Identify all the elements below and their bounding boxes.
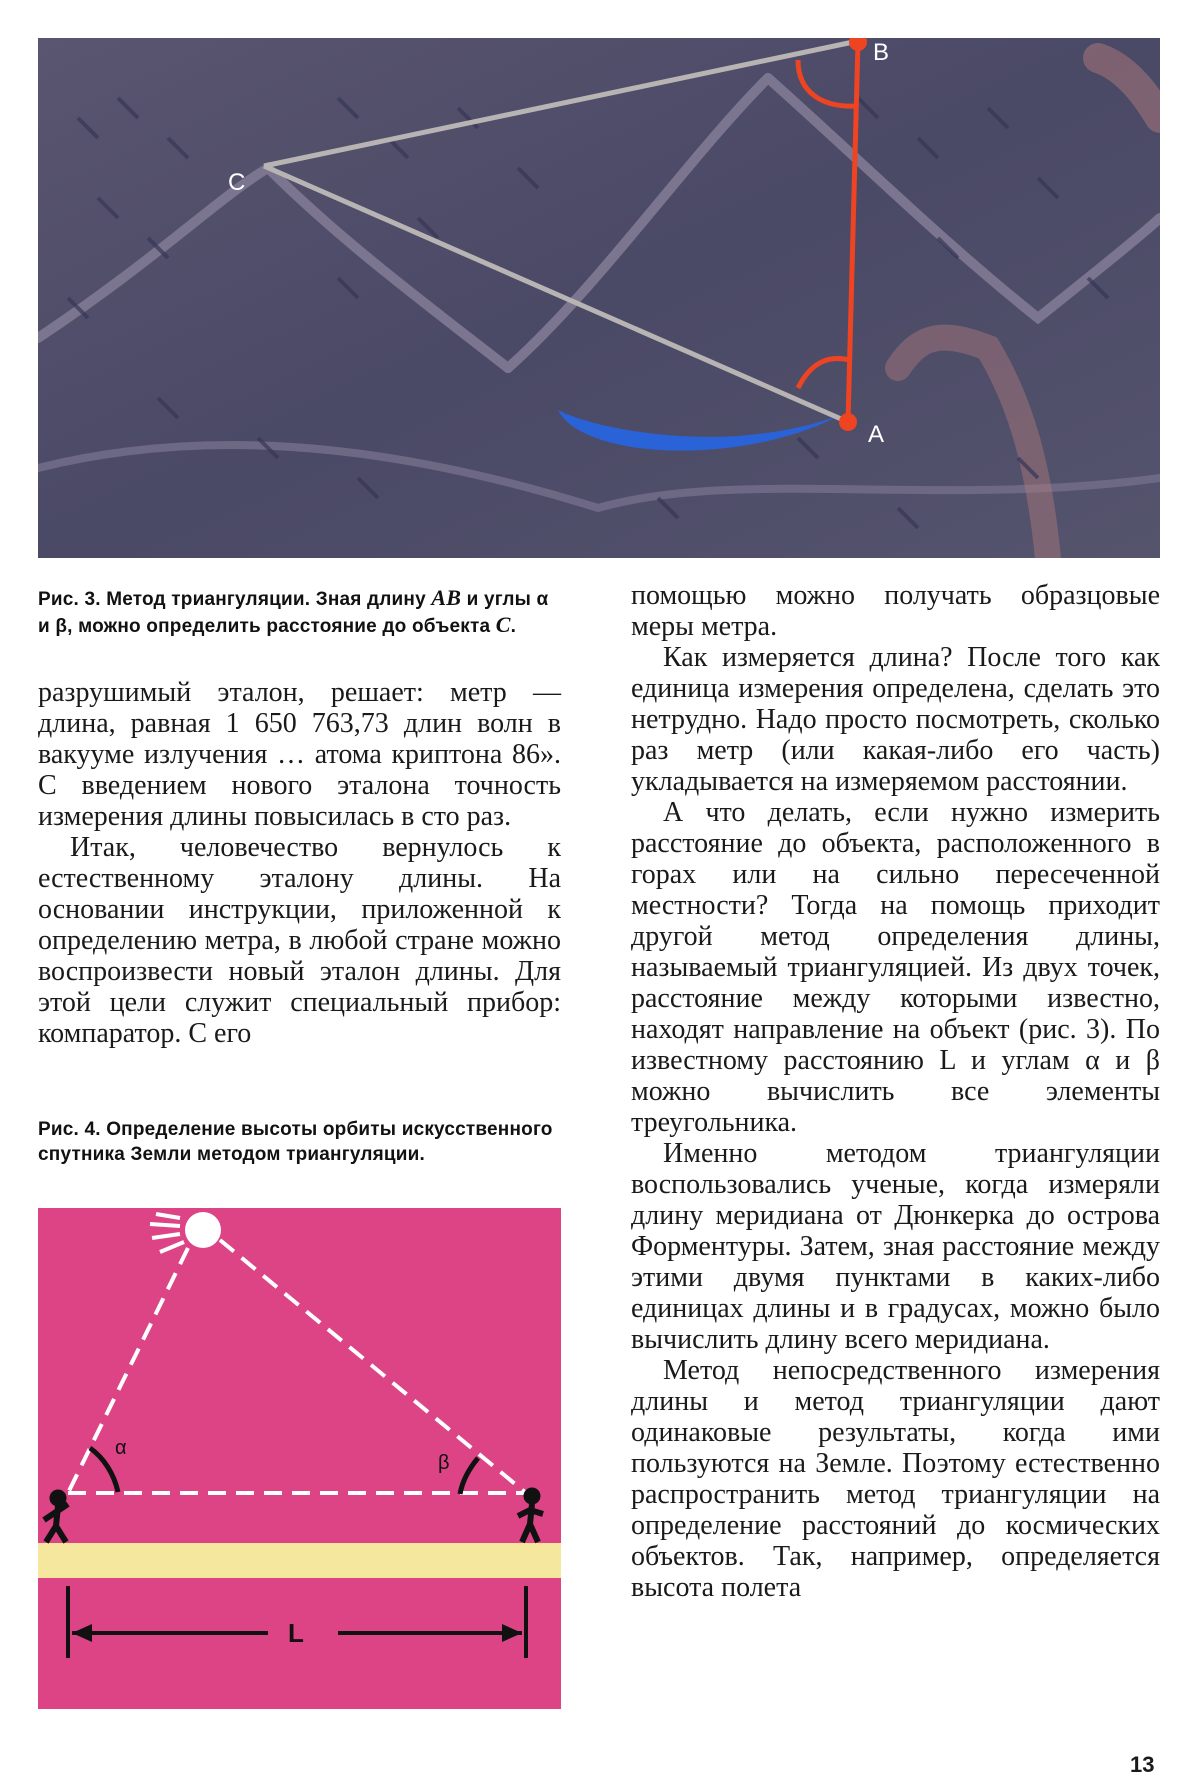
- figure-3-mountain-triangulation: [38, 38, 1160, 558]
- left-text-column: [38, 677, 561, 1049]
- caption3-rest: и углы α и β, можно определить расстояние до объекта: [38, 589, 549, 637]
- right-paragraph-5: Метод непосредственного измерения длины и метод триангуляции дают одинаковые результаты, когда ими пользуются на Земле. Поэтому естественно распространить метод триангуляции на определение расстояний до космических объектов. Так, например, определяется высота полета: [631, 1355, 1160, 1603]
- alpha-label: α: [115, 1437, 127, 1459]
- right-paragraph-3: А что делать, если нужно измерить расстояние до объекта, расположенного в горах или на сильно пересеченной местности? Тогда на помощь приходит другой метод определения длины, называемый триангуляцией. Из двух точек, расстояние между которыми известно, находят направление на объект (рис. 3). По известному расстоянию L и углам α и β можно вычислить все элементы треугольника.: [631, 797, 1160, 1138]
- caption3-end: .: [510, 616, 517, 637]
- right-paragraph-4: Именно методом триангуляции воспользовались ученые, когда измеряли длину меридиана от Дюнкерка до острова Форментуры. Затем, зная расстояние между этими двумя пунктами в каких-либо единицах длины и в градусах, можно было вычислить длину всего меридиана.: [631, 1138, 1160, 1355]
- point-b-label: B: [873, 39, 890, 66]
- point-c-label: C: [228, 169, 246, 196]
- caption3-ab: AB: [431, 585, 462, 610]
- point-a-label: A: [868, 421, 885, 448]
- caption3-prefix: Рис. 3. Метод триангуляции. Зная длину: [38, 589, 432, 610]
- length-label: L: [288, 1618, 304, 1648]
- point-a-dot: [839, 413, 857, 431]
- right-paragraph-1: помощью можно получать образцовые меры метра.: [631, 580, 1160, 642]
- figure-3-caption: [38, 585, 563, 639]
- beta-label: β: [438, 1452, 450, 1474]
- page-number: 13: [1130, 1752, 1155, 1777]
- left-paragraph-1: разрушимый эталон, решает: метр — длина, равная 1 650 763,73 длин волн в вакууме излучения … атома криптона 86». С введением нового эталона точность измерения длины повысилась в сто раз.: [38, 677, 561, 832]
- right-paragraph-2: Как измеряется длина? После того как единица измерения определена, сделать это нетрудно. Надо просто посмотреть, сколько раз метр (или какая-либо его часть) укладывается на измеряемом расстоянии.: [631, 642, 1160, 797]
- ground-strip: [38, 1543, 561, 1578]
- right-text-column: [631, 580, 1160, 1603]
- mountain-background: [38, 38, 1160, 558]
- caption3-c: C: [495, 612, 511, 637]
- left-paragraph-2: Итак, человечество вернулось к естественному эталону длины. На основании инструкции, приложенной к определению метра, в любой стране можно воспроизвести новый эталон длины. Для этой цели служит специальный прибор: компаратор. С его: [38, 832, 561, 1049]
- figure-4-satellite-triangulation: [38, 1208, 561, 1709]
- figure-4-caption: Рис. 4. Определение высоты орбиты искусственного спутника Земли методом триангуляции.: [38, 1119, 553, 1165]
